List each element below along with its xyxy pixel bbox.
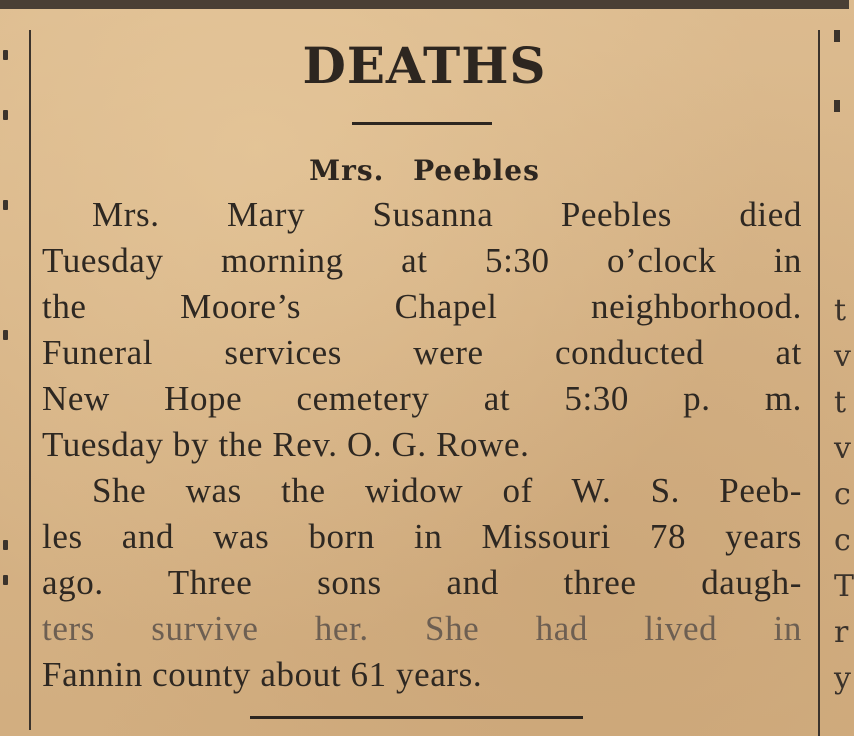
paragraph-1-line: Funeral services were conducted at bbox=[42, 333, 802, 372]
left-column-ink-mark bbox=[3, 330, 8, 340]
adjacent-column-remnant bbox=[826, 0, 854, 736]
adjacent-column-letter: v bbox=[834, 339, 851, 374]
adjacent-column-ink-mark bbox=[834, 100, 840, 112]
column-rule-right bbox=[818, 30, 820, 736]
paragraph-2-line: les and was born in Missouri 78 years bbox=[42, 517, 802, 556]
paragraph-2-line: She was the widow of W. S. Peeb- bbox=[92, 471, 802, 510]
paragraph-2-line: Fannin county about 61 years. bbox=[42, 655, 483, 694]
obituary-title: Mrs. Peebles bbox=[309, 154, 540, 187]
paragraph-2-line: ago. Three sons and three daugh- bbox=[42, 563, 802, 602]
left-column-remnant bbox=[0, 30, 12, 730]
adjacent-column-letter: T bbox=[834, 569, 854, 604]
section-heading: DEATHS bbox=[302, 36, 547, 95]
adjacent-column-letter: c bbox=[834, 477, 851, 512]
paragraph-1-line: the Moore’s Chapel neighborhood. bbox=[42, 287, 802, 326]
paragraph-2-line: ters survive her. She had lived in bbox=[42, 609, 802, 648]
paragraph-1-line: Mrs. Mary Susanna Peebles died bbox=[92, 195, 802, 234]
left-column-ink-mark bbox=[3, 540, 8, 550]
paragraph-1-line: Tuesday by the Rev. O. G. Rowe. bbox=[42, 425, 530, 464]
adjacent-column-letter: v bbox=[834, 431, 851, 466]
column-rule-left bbox=[29, 30, 31, 730]
adjacent-column-letter: y bbox=[834, 661, 851, 696]
paragraph-1-line: Tuesday morning at 5:30 o’clock in bbox=[42, 241, 802, 280]
left-column-ink-mark bbox=[3, 575, 8, 585]
closing-divider bbox=[250, 716, 583, 719]
heading-divider bbox=[352, 122, 492, 125]
left-column-ink-mark bbox=[3, 200, 8, 210]
adjacent-column-letter: c bbox=[834, 523, 851, 558]
adjacent-column-letter: t bbox=[834, 385, 847, 420]
left-column-ink-mark bbox=[3, 110, 8, 120]
page-top-edge bbox=[0, 0, 849, 9]
paragraph-1-line: New Hope cemetery at 5:30 p. m. bbox=[42, 379, 802, 418]
adjacent-column-letter: r bbox=[834, 615, 849, 650]
adjacent-column-letter: t bbox=[834, 293, 847, 328]
